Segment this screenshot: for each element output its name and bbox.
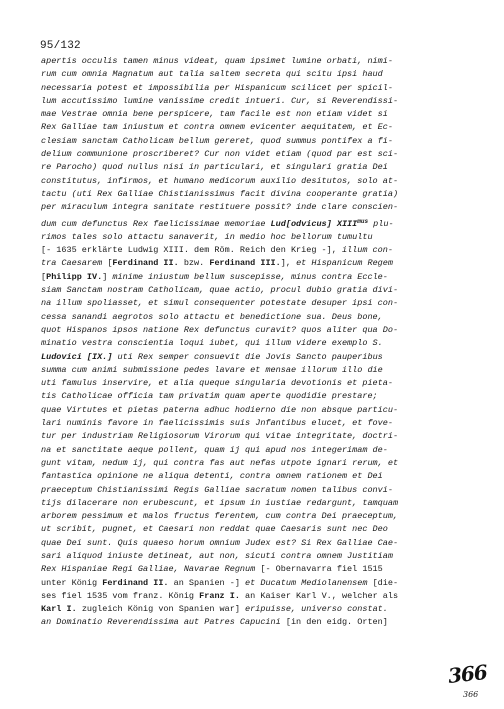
text-run: lari numinis favore in faelicissimis suis Jnfantibus elucet, et fove- xyxy=(41,418,393,429)
text-run: bzw. xyxy=(178,258,210,269)
text-run: [in den eidg. Orten] xyxy=(285,617,388,628)
text-run: constitutus, infirmos, et humano medicorum auxilio desitutos, solo at- xyxy=(41,175,399,186)
text-run: tis Catholicae officia tam privatim quam aperte quodidie prestare; xyxy=(41,391,378,402)
folio-stamp-handwritten: 366 xyxy=(446,660,488,688)
text-run: mus xyxy=(357,217,369,225)
text-run: mae Vestrae omnia bene perspicere, tam facile est non etiam videt si xyxy=(41,109,388,120)
text-run: rum cum omnia Magnatum aut talia saltem secreta qui scitu ipsi haud xyxy=(41,69,383,80)
text-run: Lud[odvicus] XIII xyxy=(270,218,358,229)
text-line xyxy=(41,244,491,257)
text-line xyxy=(41,510,491,523)
text-run: illum con- xyxy=(341,245,393,256)
text-run: ses fiel 1535 vom franz. König xyxy=(41,590,200,601)
text-run: summa cum animi submissione pedes lavare et mensae illorum illo die xyxy=(41,364,383,375)
text-run: eripuisse, universo constat. xyxy=(239,604,388,615)
text-run: lum accutissimo lumine vanissime credit intueri. Cur, si Reverendissi- xyxy=(41,95,399,106)
text-run: per miraculum integra sanitate restituere possit? inde clare conscien- xyxy=(41,202,399,213)
text-line xyxy=(41,390,491,403)
text-run: ut scribit, pugnet, et Caesari non reddat quae Caesaris sunt nec Deo xyxy=(41,524,388,535)
text-run: Ferdinand II. xyxy=(112,258,179,269)
text-line xyxy=(41,523,491,536)
text-run: quae Dei sunt. Quis quaeso horum omnium Judex est? Si Rex Galliae Cae- xyxy=(41,537,399,548)
text-run: na et sanctitate aeque pollent, quam ij qui apud nos integerimam de- xyxy=(41,444,388,455)
text-run: unter König xyxy=(41,577,103,588)
text-line xyxy=(41,603,491,616)
text-line xyxy=(41,161,491,174)
text-run: et Ducatum Mediolanensem xyxy=(239,577,373,588)
text-line xyxy=(41,271,491,284)
text-run: uti famulus inservire, et alia queque singularia devotionis et pieta- xyxy=(41,378,393,389)
text-run: Karl I. xyxy=(41,604,77,615)
text-run: praeceptum Chistianissimi Regis Galliae sacratum nomen talibus convi- xyxy=(41,484,393,495)
document-body xyxy=(41,55,491,630)
text-line xyxy=(41,417,491,430)
text-run: quot Hispanos ipsos natione Rex defunctus curavit? quos aliter qua Do- xyxy=(41,324,399,335)
text-run: zugleich König von Spanien war] xyxy=(76,604,240,615)
text-run: Ferdinand II. xyxy=(102,577,169,588)
text-run: an Dominatio Reverendissima aut Patres Capucini xyxy=(41,617,286,628)
text-line xyxy=(41,404,491,417)
text-run: Philipp IV. xyxy=(46,271,103,282)
text-run: [ xyxy=(107,258,113,269)
text-run: tijs dilacerare non erubescunt, et ipsum in iustiae redargunt, tamquam xyxy=(41,497,399,508)
text-line xyxy=(41,457,491,470)
text-line xyxy=(41,188,491,201)
page-reference: 95/132 xyxy=(40,40,81,52)
text-run: apertis occulis tamen minus videat, quam ipsimet lumine orbati, nimi- xyxy=(41,56,393,66)
text-line xyxy=(41,497,491,510)
text-line xyxy=(41,590,491,603)
text-run: Franz I. xyxy=(199,590,240,601)
text-line xyxy=(41,616,491,629)
text-run: [ xyxy=(41,271,47,282)
text-run: cessa sanandi aegrotos solo attactu et benedictione sua. Deus bone, xyxy=(41,311,383,322)
text-line xyxy=(41,121,491,134)
text-run: clesiam sanctam Catholicam bellum gereret, quod summus pontifex a fi- xyxy=(41,135,393,146)
text-run: Rex Hispaniae Regi Galliae, Navarae Regnum xyxy=(41,564,261,575)
text-run: [die- xyxy=(372,577,399,588)
text-line xyxy=(41,337,491,350)
text-run: plu- xyxy=(368,218,394,229)
text-run: [- 1635 erklärte Ludwig XIII. dem Röm. Reich den Krieg -], xyxy=(41,245,342,256)
text-line xyxy=(41,430,491,443)
text-line xyxy=(41,68,491,81)
text-line xyxy=(41,470,491,483)
text-run: necessaria potest et impossibilia per Hispanicum scilicet per spicil- xyxy=(41,82,393,93)
text-run: tactu (uti Rex Galliae Chistianissimus facit divina cooperante gratia) xyxy=(41,188,399,199)
text-line xyxy=(41,563,491,576)
text-run: Ferdinand III. xyxy=(209,258,281,269)
text-line xyxy=(41,82,491,95)
text-run: [- Obernavarra fiel 1515 xyxy=(260,564,383,575)
text-line xyxy=(41,215,491,231)
text-run: dum cum defunctus Rex faelicissimae memoriae xyxy=(41,218,271,229)
text-run: an Spanien -] xyxy=(168,577,240,588)
text-line xyxy=(41,537,491,550)
text-run: Rex Galliae tam iniustum et contra omnem evicenter aequitatem, et Ec- xyxy=(41,122,393,133)
text-run: delium communione proscriberet? Cur non videt etiam (quod par est sci- xyxy=(41,149,399,160)
text-line xyxy=(41,364,491,377)
text-run: minime iniustum bellum suscepisse, minus contra Eccle- xyxy=(107,271,388,282)
text-line xyxy=(41,95,491,108)
text-line xyxy=(41,311,491,324)
text-line xyxy=(41,577,491,590)
text-line xyxy=(41,257,491,270)
text-run: sari aliquod iniuste detineat, aut non, sicuti contra omnem Justitiam xyxy=(41,550,393,561)
folio-stamp-small: 366 xyxy=(463,690,479,699)
text-line xyxy=(41,231,491,244)
text-line xyxy=(41,351,491,364)
text-run: uti Rex semper consuevit die Jovis Sancto pauperibus xyxy=(112,351,383,362)
text-line xyxy=(41,377,491,390)
text-line xyxy=(41,484,491,497)
text-line xyxy=(41,550,491,563)
text-run: re Parocho) quod nullus nisi in particulari, et singulari gratia Dei xyxy=(41,162,388,173)
text-line xyxy=(41,55,491,68)
text-run: na illum spoliasset, et simul consequenter potestate desuper ipsi con- xyxy=(41,298,399,309)
text-run: minatio vestra conscientia loqui iubet, qui illum videre exemplo S. xyxy=(41,338,383,349)
text-run: an Kaiser Karl V., welcher als xyxy=(239,590,399,601)
text-line xyxy=(41,324,491,337)
text-line xyxy=(41,297,491,310)
text-run: ] xyxy=(102,271,108,282)
text-line xyxy=(41,175,491,188)
text-line xyxy=(41,444,491,457)
text-run: tra Caesarem xyxy=(41,258,108,269)
text-run: quae Virtutes et pietas paterna adhuc hodierno die non absque particu- xyxy=(41,404,399,415)
text-line xyxy=(41,201,491,214)
text-run: rimos tales solo attactu sanaverit, in medio hoc bellorum tumultu xyxy=(41,231,373,242)
text-run: ], xyxy=(280,258,291,269)
text-line xyxy=(41,135,491,148)
text-run: siam Sanctam nostram Catholicam, quae actio, procul dubio gratia divi- xyxy=(41,285,399,296)
text-run: arborem pessimum et malos fructus ferentem, cum contra Dei praeceptum, xyxy=(41,511,399,522)
text-line xyxy=(41,284,491,297)
text-run: et Hispanicum Regem xyxy=(290,258,393,269)
text-line xyxy=(41,148,491,161)
text-line xyxy=(41,108,491,121)
text-run: Ludovici [IX.] xyxy=(41,351,113,362)
text-run: fantastica opinione ne aliqua detenti, contra omnem rationem et Dei xyxy=(41,471,383,482)
text-run: tur per industriam Religiosorum Virorum qui vitae integritate, doctri- xyxy=(41,431,399,442)
text-run: gunt vitam, nedum ij, qui contra fas aut nefas utpote ignari rerum, et xyxy=(41,457,399,468)
